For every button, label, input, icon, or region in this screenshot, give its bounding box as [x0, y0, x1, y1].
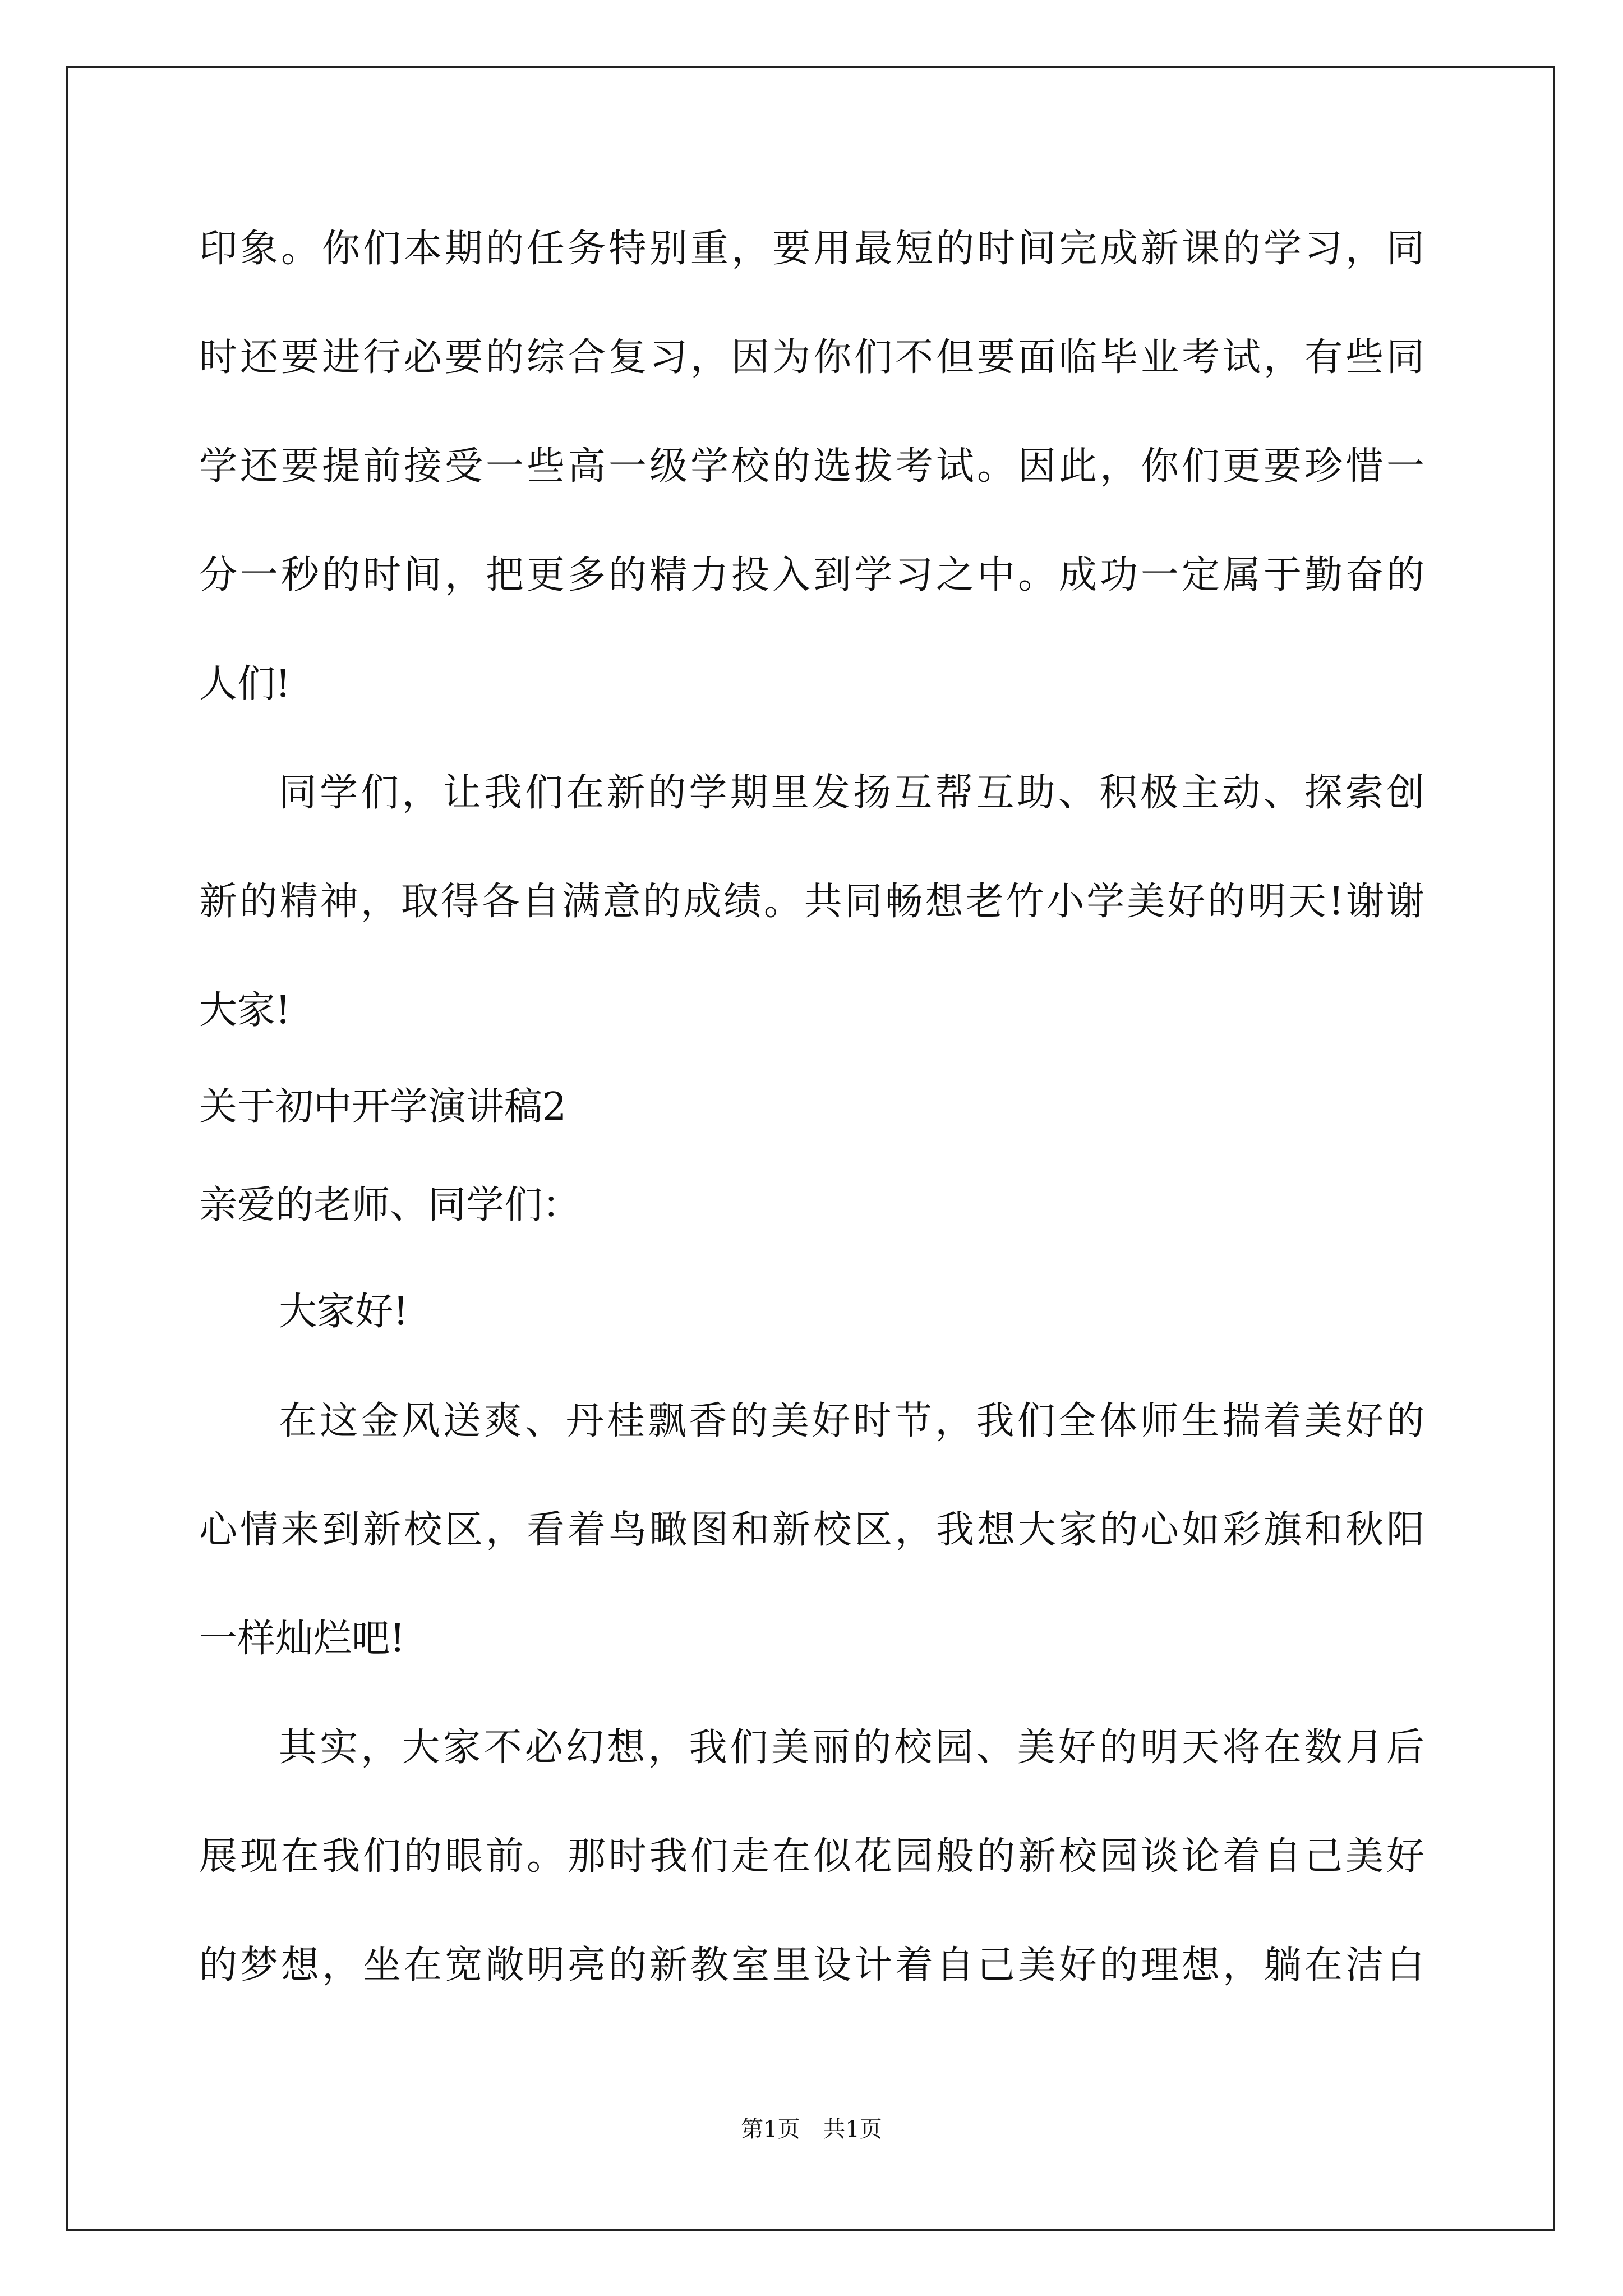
text-line-15: 其实，大家不必幻想，我们美丽的校园、美好的明天将在数月后 [279, 1726, 1424, 1770]
text-line-4: 分一秒的时间，把更多的精力投入到学习之中。成功一定属于勤奋的 [199, 553, 1424, 597]
text-line-17: 的梦想，坐在宽敞明亮的新教室里设计着自己美好的理想，躺在洁白 [199, 1943, 1424, 1987]
text-line-16: 展现在我们的眼前。那时我们走在似花园般的新校园谈论着自己美好 [199, 1834, 1424, 1879]
section-heading: 关于初中开学演讲稿2 [199, 1085, 567, 1129]
text-line-7: 新的精神，取得各自满意的成绩。共同畅想老竹小学美好的明天!谢谢 [199, 880, 1424, 924]
page-border [66, 66, 1555, 2231]
page-number-current: 第1页 [741, 2116, 800, 2142]
text-line-2: 时还要进行必要的综合复习，因为你们不但要面临毕业考试，有些同 [199, 335, 1424, 380]
text-line-14: 一样灿烂吧! [199, 1617, 405, 1661]
text-line-13: 心情来到新校区，看着鸟瞰图和新校区，我想大家的心如彩旗和秋阳 [199, 1508, 1424, 1552]
text-line-12: 在这金风送爽、丹桂飘香的美好时节，我们全体师生揣着美好的 [279, 1399, 1424, 1443]
greeting: 大家好! [279, 1290, 409, 1334]
text-line-1: 印象。你们本期的任务特别重，要用最短的时间完成新课的学习，同 [199, 227, 1424, 271]
text-line-3: 学还要提前接受一些高一级学校的选拔考试。因此，你们更要珍惜一 [199, 444, 1424, 489]
salutation: 亲爱的老师、同学们： [199, 1183, 581, 1227]
page-number-total: 共1页 [823, 2116, 882, 2142]
text-line-5: 人们! [199, 662, 291, 706]
text-line-6: 同学们，让我们在新的学期里发扬互帮互助、积极主动、探索创 [279, 771, 1424, 815]
text-line-8: 大家! [199, 988, 291, 1033]
page-footer [0, 2118, 1623, 2141]
